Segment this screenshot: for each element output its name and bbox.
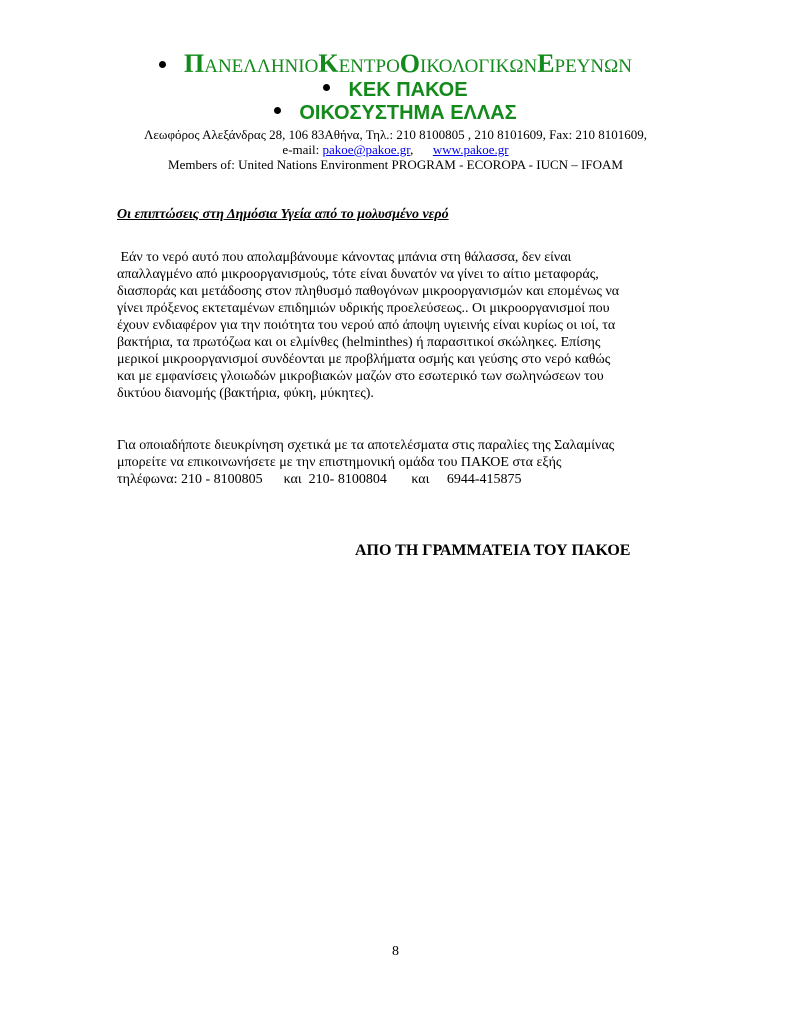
ecosystem-line [0, 102, 791, 125]
org-name-rest-4: ΡΕΥΝΩΝ [554, 56, 632, 77]
ecosystem-name: ΟΙΚΟΣΥΣΤΗΜΑ ΕΛΛΑΣ [299, 102, 517, 124]
paragraph-line: Εάν το νερό αυτό που απολαμβάνουμε κάνοντας μπάνια στη θάλασσα, δεν είναι [117, 250, 572, 265]
paragraph-line: μερικοί μικροοργανισμοί συνδέονται με προβλήματα οσμής και γεύσης στο νερό καθώς [117, 352, 611, 367]
email-link[interactable]: pakoe@pakoe.gr [322, 142, 411, 157]
signature: ΑΠΟ ΤΗ ΓΡΑΜΜΑΤΕΙΑ ΤΟΥ ΠΑΚΟΕ [355, 542, 631, 559]
paragraph-line: έχουν ενδιαφέρον για την ποιότητα του νερού από άποψη υγιεινής είναι κυρίως οι ιοί, τα [117, 318, 616, 333]
org-name-cap-4: Ε [537, 49, 555, 78]
email-label: e-mail: [282, 142, 320, 157]
paragraph-line: γίνει πρόξενος εκτεταμένων επιδημιών υδρικής προελεύσεως.. Οι μικροοργανισμοί που [117, 301, 610, 316]
contact-line [0, 142, 791, 157]
document-title: Οι επιπτώσεις στη Δημόσια Υγεία από το μολυσμένο νερό [117, 207, 449, 222]
website-link[interactable]: www.pakoe.gr [432, 142, 509, 157]
org-name-cap-3: Ο [399, 49, 421, 78]
paragraph-line: απαλλαγμένο από μικροοργανισμούς, τότε είναι δυνατόν να γίνει το αίτιο μεταφοράς, [117, 267, 599, 282]
org-name-cap-2: Κ [318, 49, 339, 78]
kek-name: ΚΕΚ ΠΑΚΟΕ [348, 79, 468, 101]
page-number: 8 [392, 944, 399, 959]
paragraph-line: βακτήρια, τα πρωτόζωα και οι ελμίνθες (helminthes) ή παρασιτικοί σκώληκες. Επίσης [117, 335, 601, 350]
address-line: Λεωφόρος Αλεξάνδρας 28, 106 83Αθήνα, Τηλ.: 210 8100805 , 210 8101609, Fax: 210 8101609, [144, 127, 647, 142]
paragraph-line: δικτύου διανομής (βακτήρια, φύκη, μύκητες). [117, 386, 374, 401]
paragraph-health-effects [117, 249, 677, 402]
paragraph-line: διασποράς και μετάδοσης στον πληθυσμό παθογόνων μικροοργανισμών και επομένως να [117, 284, 620, 299]
email-separator: , [410, 142, 414, 157]
bullet-icon [323, 84, 330, 91]
org-name-line [0, 49, 791, 79]
paragraph-line: Για οποιαδήποτε διευκρίνηση σχετικά με τα αποτελέσματα στις παραλίες της Σαλαμίνας [117, 438, 615, 453]
phone-numbers-line: τηλέφωνα: 210 - 8100805 και 210- 8100804 και 6944-415875 [117, 472, 522, 487]
paragraph-line: μπορείτε να επικοινωνήσετε με την επιστημονική ομάδα του ΠΑΚΟΕ στα εξής [117, 455, 562, 470]
paragraph-line: και με εμφανίσεις γλοιωδών μικροβιακών μαζών στο εσωτερικό των σωληνώσεων του [117, 369, 604, 384]
kek-line [0, 79, 791, 102]
bullet-icon [159, 61, 166, 68]
org-name-cap-1: Π [184, 49, 205, 78]
address-block [0, 127, 791, 157]
bullet-icon [274, 107, 281, 114]
paragraph-contact [117, 437, 677, 488]
org-name-rest-1: ΑΝΕΛΛΗΝΙΟ [204, 56, 319, 77]
org-name-rest-3: ΙΚΟΛΟΓΙΚΩΝ [420, 56, 538, 77]
org-name-rest-2: ΕΝΤΡΟ [338, 56, 400, 77]
members-line: Members of: United Nations Environment PROGRAM - ECOROPA - IUCN – IFOAM [168, 157, 623, 172]
